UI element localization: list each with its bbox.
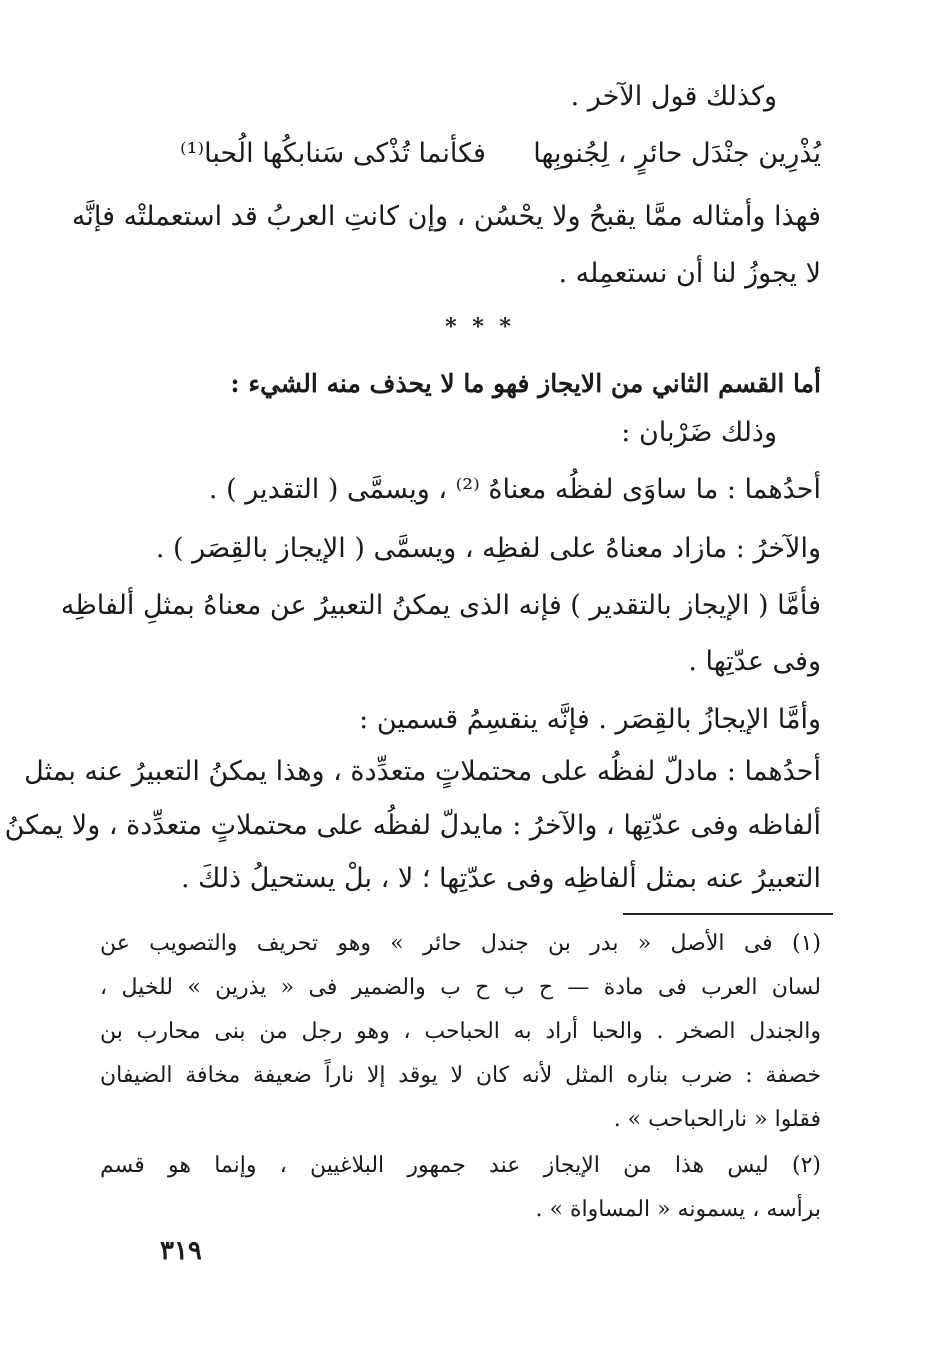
footnote-1-line-5: فقلوا « نارالحباحب » . (613, 1107, 821, 1132)
two-types-intro: وذلك ضَرْبان : (621, 417, 777, 448)
intro-line: وكذلك قول الآخر . (570, 81, 777, 112)
footnote-1-line-2: لسان العرب فى مادة — ح ب ح ب والضمير فى « يذرين » للخيل ، (100, 975, 821, 1000)
paragraph-4-line-3: التعبيرُ عنه بمثل ألفاظِه وفى عدّتِها ؛ لا ، بلْ يستحيلُ ذلكَ . (180, 863, 821, 894)
section-divider-stars: * * * (445, 314, 515, 340)
verse-hemistich-right: يُذْرِين جنْدَل حائرٍ ، لِجُنوبِها (533, 138, 821, 169)
page-number: ٣١٩ (160, 1236, 202, 1266)
paragraph-1-line-1: فهذا وأمثاله ممَّا يقبحُ ولا يحْسُن ، وإن كانتِ العربُ قد استعملتْه فإنَّه (71, 201, 821, 232)
paragraph-4-line-2: ألفاظه وفى عدّتِها ، والآخرُ : مايدلّ لفظُه على محتملاتٍ متعدِّدة ، ولا يمكنُ (4, 810, 821, 841)
paragraph-4-line-1: أحدُهما : مادلّ لفظُه على محتملاتٍ متعدِّدة ، وهذا يمكنُ التعبيرُ عنه بمثل (24, 756, 821, 787)
footnote-1-line-3: والجندل الصخر . والحبا أراد به الحباحب ، وهو رجل من بنى محارب بن (100, 1019, 821, 1044)
paragraph-2-line-1: فأمَّا ( الإيجاز بالتقدير ) فإنه الذى يمكنُ التعبيرُ عن معناهُ بمثلِ ألفاظِه (60, 590, 821, 621)
footnote-separator (623, 913, 833, 915)
footnote-1-line-4: خصفة : ضرب بناره المثل لأنه كان لا يوقد إلا ناراً ضعيفة مخافة الضيفان (100, 1063, 821, 1088)
first-type: أحدُهما : ما ساوَى لفظُه معناهُ ⁽²⁾ ، ويسمَّى ( التقدير ) . (208, 474, 821, 505)
second-type: والآخرُ : مازاد معناهُ على لفظِه ، ويسمَّى ( الإيجاز بالقِصَر ) . (155, 533, 821, 564)
paragraph-2-line-2: وفى عدّتِها . (688, 646, 821, 677)
verse-hemistich-left: فكأنما تُذْكى سَنابكُها الُحبا⁽¹⁾ (180, 138, 486, 169)
footnote-2-line-2: برأسه ، يسمونه « المساواة » . (535, 1197, 821, 1222)
paragraph-1-line-2: لا يجوزُ لنا أن نستعمِله . (558, 258, 821, 289)
section-heading: أما القسم الثاني من الايجاز فهو ما لا يحذف منه الشيء : (230, 369, 821, 398)
footnote-1-line-1: (١) فى الأصل « بدر بن جندل حائر » وهو تحريف والتصويب عن (100, 931, 821, 956)
paragraph-3: وأمَّا الإيجازُ بالقِصَر . فإنَّه ينقسِمُ قسمين : (359, 704, 821, 735)
footnote-2-line-1: (٢) ليس هذا من الإيجاز عند جمهور البلاغيين ، وإنما هو قسم (100, 1153, 821, 1178)
